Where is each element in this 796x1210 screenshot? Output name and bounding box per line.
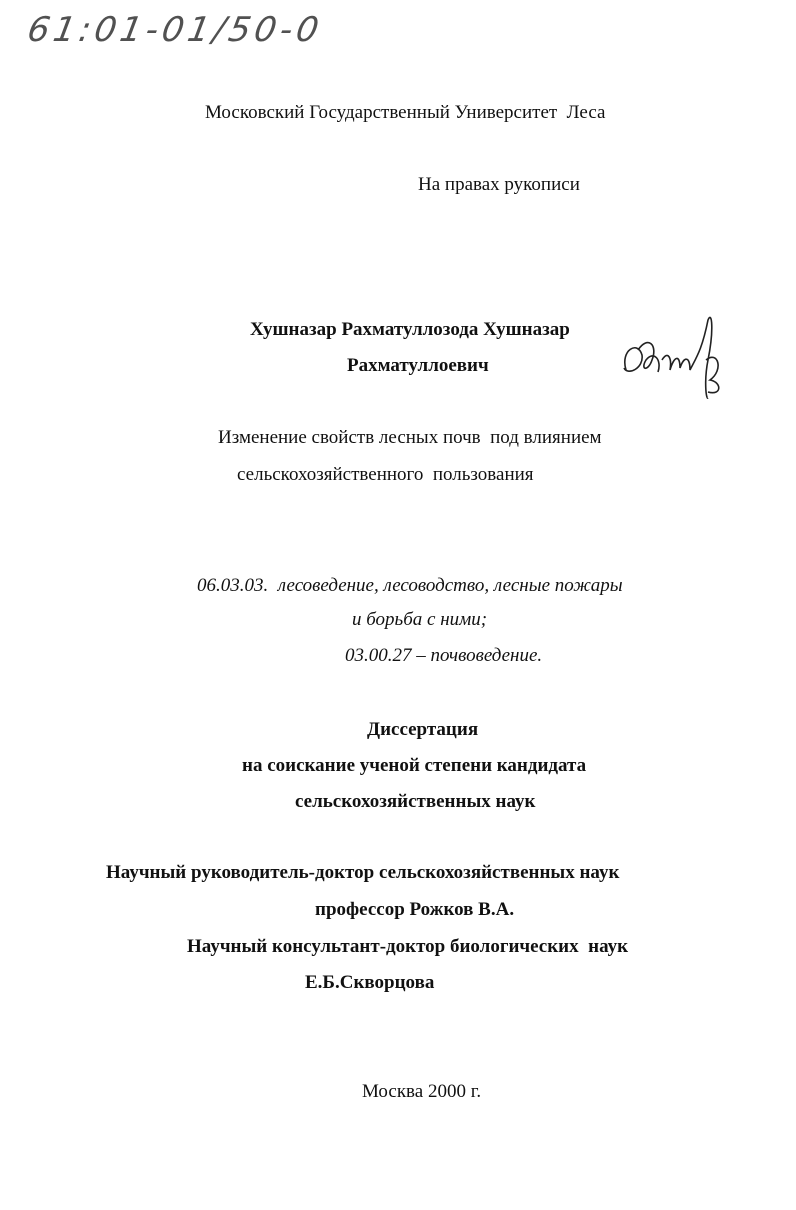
consultant-name: Е.Б.Скворцова	[305, 972, 435, 993]
consultant-title: Научный консультант-доктор биологических наук	[187, 936, 629, 957]
specialty-line3: 03.00.27 – почвоведение.	[345, 645, 543, 666]
specialty-line2: и борьба с ними;	[352, 609, 488, 630]
degree-field: сельскохозяйственных наук	[295, 791, 536, 812]
supervisor-title: Научный руководитель-доктор сельскохозяйственных наук	[106, 862, 620, 883]
university-name: Московский Государственный Университет Леса	[205, 102, 606, 123]
thesis-title-line1: Изменение свойств лесных почв под влиянием	[218, 427, 602, 448]
specialty-line1: 06.03.03. лесоведение, лесоводство, лесные пожары	[197, 575, 623, 596]
author-name-line2: Рахматуллоевич	[347, 355, 489, 376]
manuscript-note: На правах рукописи	[418, 174, 580, 195]
supervisor-name: профессор Рожков В.А.	[315, 899, 515, 920]
degree-line: на соискание ученой степени кандидата	[242, 755, 587, 776]
author-signature	[618, 310, 728, 402]
thesis-title-line2: сельскохозяйственного пользования	[237, 464, 534, 485]
archive-number-stamp: 61:01-01/50-0	[24, 10, 326, 50]
author-name-line1: Хушназар Рахматуллозода Хушназар	[250, 319, 570, 340]
place-year: Москва 2000 г.	[362, 1081, 482, 1102]
dissertation-label: Диссертация	[367, 719, 479, 740]
